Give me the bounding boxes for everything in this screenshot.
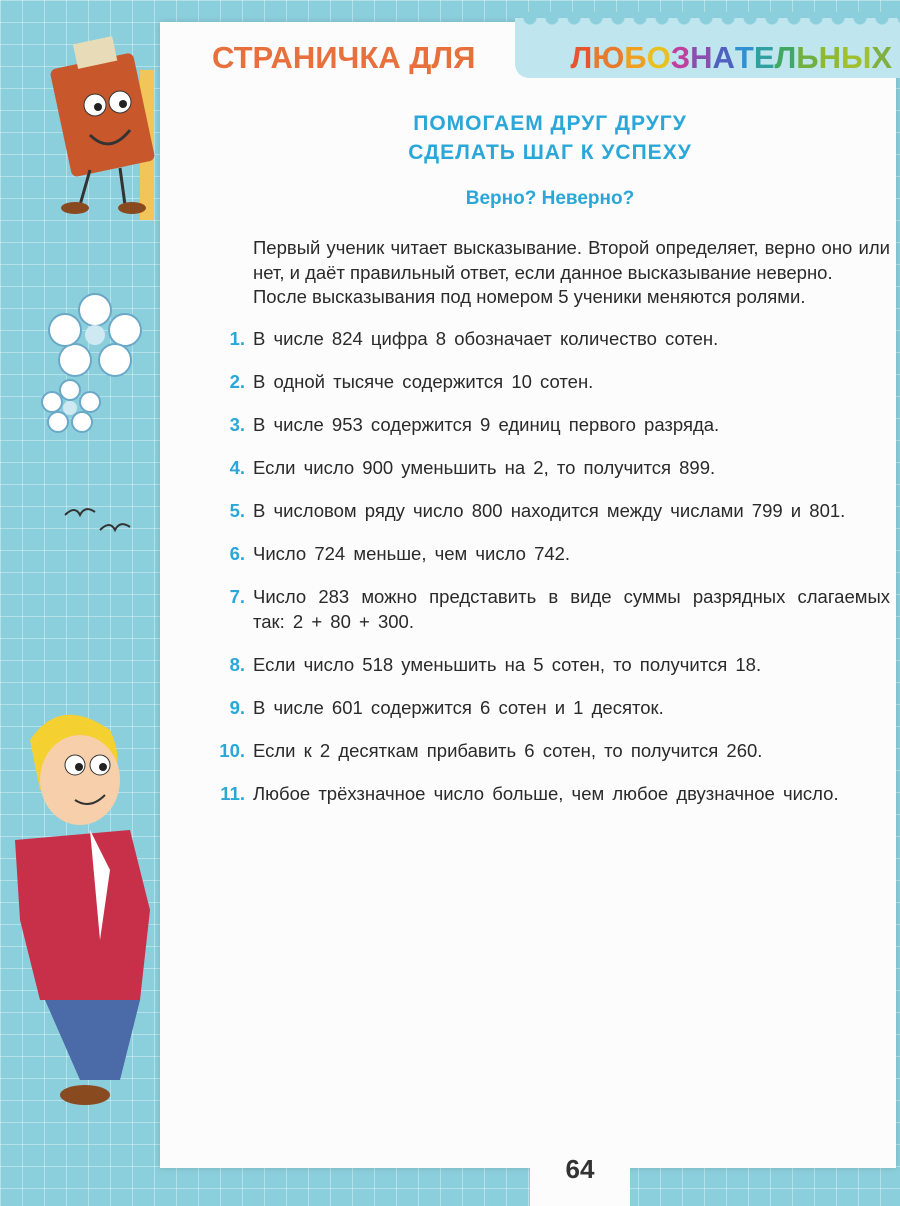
item-text: Число 283 можно представить в виде суммы разрядных слагаемых так: 2 + 80 + 300. [253,585,890,632]
header-letter: Н [690,40,713,75]
list-item [205,695,890,720]
item-text: Если к 2 десяткам прибавить 6 сотен, то получится 260. [253,739,763,761]
item-text: Любое трёхзначное число больше, чем любое двузначное число. [253,782,839,804]
header-letter: Х [871,40,892,75]
item-text: В числе 824 цифра 8 обозначает количество сотен. [253,327,719,349]
subtitle: Верно? Неверно? [465,188,635,209]
header-letter: Е [753,40,775,75]
item-number: 11. [220,782,245,804]
book-character-illustration [30,30,160,220]
intro-paragraph-1: Первый ученик читает высказывание. Второй определяет, верно оно или нет, и даёт правильный ответ, если данное высказывание неверно. [253,237,890,283]
list-item [205,326,890,351]
flower-icons [40,290,150,440]
boy-character-illustration [0,700,160,1120]
header-letter: Л [570,40,593,75]
scallop-edge [520,8,900,28]
header-letter: Т [734,40,754,75]
header [212,40,892,76]
item-text: В числе 601 содержится 6 сотен и 1 десяток. [253,696,664,718]
list-item [205,455,890,480]
content [205,236,890,824]
item-number: 6. [229,542,245,564]
header-right [571,40,892,76]
item-text: Если число 900 уменьшить на 2, то получится 899. [253,456,716,478]
item-number: 10. [219,739,245,761]
item-text: В числовом ряду число 800 находится между числами 799 и 801. [253,499,846,521]
item-text: Число 724 меньше, чем число 742. [253,542,571,564]
list-item [205,781,890,806]
item-number: 7. [229,585,245,607]
header-letter: А [712,40,735,75]
intro-paragraph-2: После высказывания под номером 5 ученики меняются ролями. [253,286,806,307]
item-number: 3. [229,413,245,435]
header-letter: Ю [592,40,625,75]
header-letter: О [646,40,671,75]
title-line-2: СДЕЛАТЬ ШАГ К УСПЕХУ [408,141,692,164]
item-number: 4. [229,456,245,478]
intro [253,236,890,310]
item-number: 8. [229,653,245,675]
item-number: 2. [229,370,245,392]
list-item [205,369,890,394]
header-letter: Б [624,40,647,75]
list-item [205,738,890,763]
item-number: 5. [229,499,245,521]
page-number: 64 [530,1138,630,1206]
header-letter: Ь [796,40,819,75]
header-left: СТРАНИЧКА ДЛЯ [212,40,476,75]
item-text: В числе 953 содержится 9 единиц первого разряда. [253,413,720,435]
item-text: Если число 518 уменьшить на 5 сотен, то получится 18. [253,653,762,675]
title-line-1: ПОМОГАЕМ ДРУГ ДРУГУ [413,112,687,135]
list-item [205,541,890,566]
list-item [205,498,890,523]
list-item [205,652,890,677]
item-number: 1. [229,327,245,349]
list-item [205,412,890,437]
item-number: 9. [229,696,245,718]
header-letter: Н [818,40,841,75]
header-letter: Ы [840,40,872,75]
statement-list [205,326,890,806]
header-letter: Л [774,40,797,75]
list-item [205,584,890,634]
birds-icon [60,500,140,540]
item-text: В одной тысяче содержится 10 сотен. [253,370,594,392]
header-letter: З [670,40,691,75]
